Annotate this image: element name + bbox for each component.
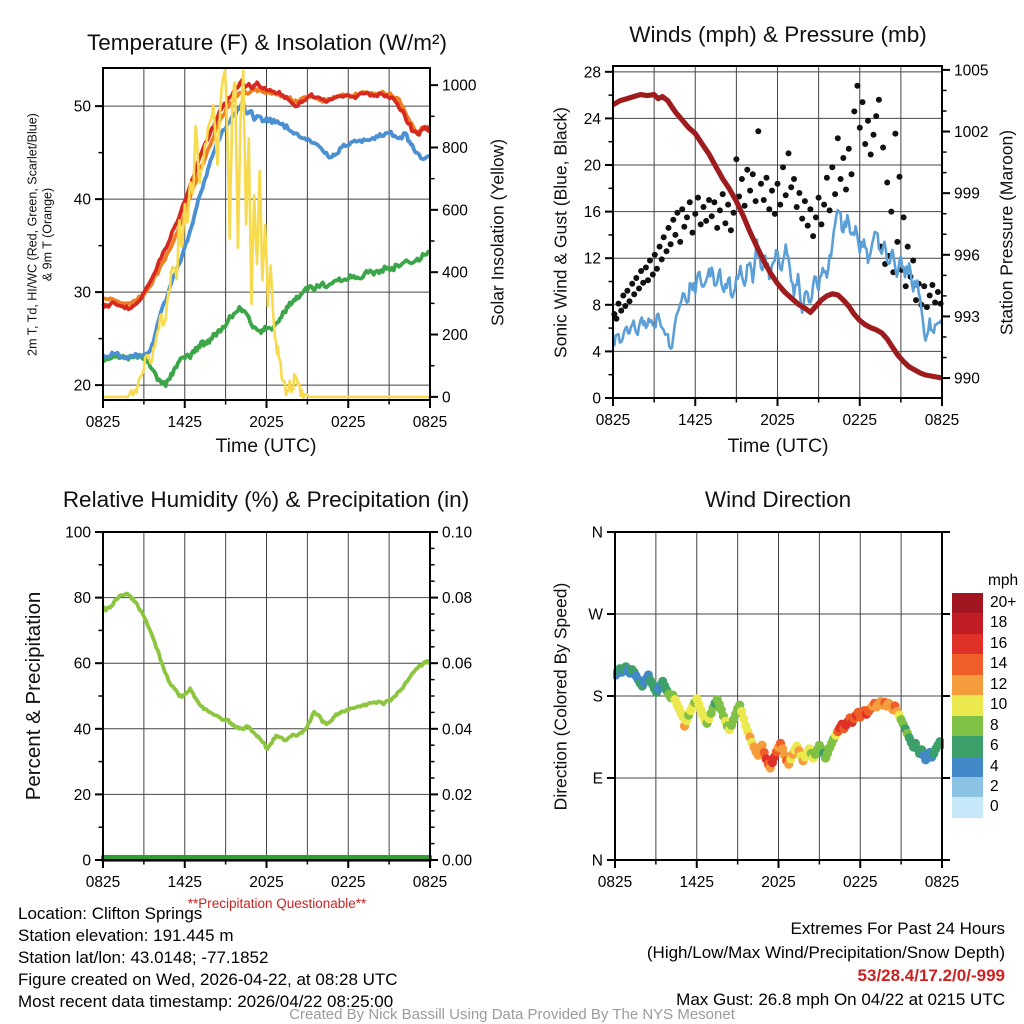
colorbar-title: mph <box>988 572 1019 589</box>
svg-text:0825: 0825 <box>597 874 633 891</box>
colorbar-cell-12 <box>952 675 983 695</box>
svg-text:S: S <box>592 688 603 706</box>
extremes-subtitle: (High/Low/Max Wind/Precipitation/Snow Depth) <box>646 942 1005 962</box>
precip-questionable-note: **Precipitation Questionable** <box>187 896 367 911</box>
svg-text:600: 600 <box>442 202 468 220</box>
colorbar-label: 18 <box>990 614 1008 632</box>
svg-text:40: 40 <box>73 191 91 209</box>
chart-title-humidity-precip: Relative Humidity (%) & Precipitation (in) <box>62 487 470 512</box>
svg-text:800: 800 <box>442 139 468 157</box>
svg-text:2025: 2025 <box>249 874 284 891</box>
svg-text:0825: 0825 <box>924 874 960 891</box>
wind-chart-left-axis-label: Sonic Wind & Gust (Blue, Black) <box>550 107 571 358</box>
svg-text:0.10: 0.10 <box>442 524 473 542</box>
svg-text:0.08: 0.08 <box>442 590 473 608</box>
station-latlon: Station lat/lon: 43.0148; -77.1852 <box>18 948 269 967</box>
svg-text:1425: 1425 <box>679 874 714 891</box>
svg-text:0825: 0825 <box>85 874 121 891</box>
station-elevation: Station elevation: 191.445 m <box>18 926 234 945</box>
svg-text:0225: 0225 <box>843 874 878 891</box>
colorbar-cell-16 <box>952 634 983 654</box>
winds-pressure-chart <box>584 62 989 429</box>
chart-title-winds-pressure: Winds (mph) & Pressure (mb) <box>629 22 927 47</box>
svg-text:0.00: 0.00 <box>442 852 473 870</box>
axes <box>65 525 472 892</box>
temperature-insolation-chart <box>74 68 477 431</box>
x-axis-title-right: Time (UTC) <box>727 435 829 457</box>
colorbar-label: 16 <box>990 634 1008 652</box>
extremes-title: Extremes For Past 24 Hours <box>790 919 1005 938</box>
svg-text:2025: 2025 <box>760 412 795 429</box>
colorbar-label: 8 <box>990 716 999 734</box>
svg-text:20: 20 <box>73 377 91 395</box>
svg-text:1425: 1425 <box>678 412 713 429</box>
svg-text:N: N <box>591 852 603 870</box>
svg-text:8: 8 <box>592 297 601 315</box>
colorbar-cell-14 <box>952 654 983 674</box>
colorbar-cell-6 <box>952 736 983 756</box>
temp-left-label-line2: & 9m T (Orange) <box>40 187 55 282</box>
svg-text:2025: 2025 <box>761 874 796 891</box>
station-info-block <box>18 903 398 1013</box>
svg-text:28: 28 <box>583 64 601 82</box>
svg-text:0: 0 <box>442 389 451 407</box>
svg-text:20: 20 <box>583 157 601 175</box>
svg-text:100: 100 <box>65 524 91 542</box>
figure-created-timestamp: Figure created on Wed, 2026-04-22, at 08:28 UTC <box>18 970 398 989</box>
colorbar-label: 14 <box>990 655 1008 673</box>
svg-text:1000: 1000 <box>442 77 477 95</box>
svg-text:60: 60 <box>73 655 91 673</box>
station-location: Location: Clifton Springs <box>18 904 203 923</box>
svg-text:30: 30 <box>73 284 91 302</box>
colorbar-cell-10 <box>952 695 983 715</box>
speed-colorbar <box>952 593 983 818</box>
extremes-values: 53/28.4/17.2/0/-999 <box>857 966 1005 985</box>
colorbar-label: 2 <box>990 777 999 795</box>
recent-data-timestamp: Most recent data timestamp: 2026/04/22 08:25:00 <box>18 992 394 1011</box>
grid <box>103 532 430 860</box>
extremes-block <box>647 917 1005 1011</box>
svg-text:0225: 0225 <box>842 412 877 429</box>
colorbar-cell-8 <box>952 716 983 736</box>
svg-text:20: 20 <box>73 786 91 804</box>
colorbar-label: 6 <box>990 737 999 755</box>
svg-text:50: 50 <box>73 98 91 116</box>
svg-text:N: N <box>591 524 603 542</box>
svg-text:2025: 2025 <box>249 414 284 431</box>
credit-line: Created By Nick Bassill Using Data Provided By The NYS Mesonet <box>289 1006 735 1023</box>
svg-text:0.04: 0.04 <box>442 721 473 739</box>
grid <box>615 532 942 860</box>
svg-text:16: 16 <box>583 204 601 222</box>
humidity-precip-chart <box>65 525 472 892</box>
svg-text:W: W <box>588 606 603 624</box>
max-gust-line: Max Gust: 26.8 mph On 04/22 at 0215 UTC <box>676 989 1005 1009</box>
colorbar-label: 4 <box>990 757 999 775</box>
svg-text:0.06: 0.06 <box>442 655 473 673</box>
direction-chart-left-axis-label: Direction (Colored By Speed) <box>550 582 571 811</box>
svg-text:40: 40 <box>73 721 91 739</box>
svg-text:0825: 0825 <box>412 414 448 431</box>
svg-text:12: 12 <box>583 250 601 268</box>
svg-text:996: 996 <box>954 247 980 265</box>
chart-title-temperature-insolation: Temperature (F) & Insolation (W/m²) <box>86 30 448 55</box>
humidity-chart-left-axis-label: Percent & Precipitation <box>22 591 45 801</box>
svg-text:0825: 0825 <box>412 874 448 891</box>
svg-text:0225: 0225 <box>331 874 366 891</box>
colorbar-cell-4 <box>952 757 983 777</box>
svg-text:E: E <box>592 770 603 788</box>
svg-text:0825: 0825 <box>595 412 631 429</box>
wind-chart-right-axis-label: Station Pressure (Maroon) <box>996 129 1017 336</box>
svg-text:0825: 0825 <box>924 412 960 429</box>
svg-text:0825: 0825 <box>85 414 121 431</box>
svg-text:4: 4 <box>592 343 601 361</box>
svg-text:990: 990 <box>954 370 980 388</box>
svg-text:0.02: 0.02 <box>442 786 473 804</box>
svg-text:1002: 1002 <box>954 124 989 142</box>
svg-text:999: 999 <box>954 185 980 203</box>
svg-text:200: 200 <box>442 327 468 345</box>
x-axis-title-left: Time (UTC) <box>215 435 317 457</box>
svg-text:1425: 1425 <box>167 414 202 431</box>
colorbar-cell-0 <box>952 797 983 817</box>
svg-text:80: 80 <box>73 590 91 608</box>
colorbar-cell-20+ <box>952 593 983 613</box>
axes <box>588 525 959 892</box>
svg-text:0: 0 <box>592 390 601 408</box>
colorbar-label: 20+ <box>990 594 1017 611</box>
colorbar-labels <box>990 593 1024 818</box>
temp-chart-right-axis-label: Solar Insolation (Yellow) <box>487 138 508 327</box>
colorbar-cell-18 <box>952 613 983 633</box>
svg-text:400: 400 <box>442 264 468 282</box>
colorbar-label: 10 <box>990 696 1008 714</box>
colorbar-cell-2 <box>952 777 983 797</box>
temp-chart-left-axis-label <box>26 20 55 450</box>
svg-text:0: 0 <box>82 852 91 870</box>
svg-text:993: 993 <box>954 308 980 326</box>
svg-text:0225: 0225 <box>331 414 366 431</box>
svg-text:1005: 1005 <box>954 62 989 80</box>
colorbar-label: 0 <box>990 798 999 816</box>
chart-title-wind-direction: Wind Direction <box>704 487 852 512</box>
colorbar-label: 12 <box>990 675 1008 693</box>
svg-text:1425: 1425 <box>167 874 202 891</box>
wind-direction-chart <box>588 525 959 892</box>
temp-left-label-line1: 2m T, Td, HI/WC (Red, Green, Scarlet/Blue) <box>25 113 40 356</box>
svg-text:24: 24 <box>583 110 601 128</box>
